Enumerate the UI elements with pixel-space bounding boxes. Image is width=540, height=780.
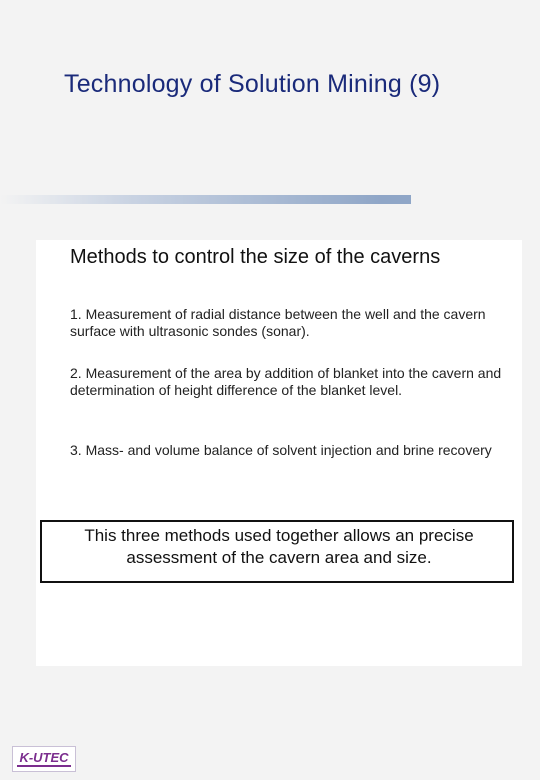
method-item-2: 2. Measurement of the area by addition of blanket into the cavern and determination of height difference of the blanket level. bbox=[70, 365, 502, 398]
k-utec-logo bbox=[12, 746, 76, 772]
method-item-3: 3. Mass- and volume balance of solvent injection and brine recovery bbox=[70, 442, 492, 458]
logo-text: K-UTEC bbox=[19, 750, 69, 765]
method-item-1: 1. Measurement of radial distance between the well and the cavern surface with ultrasonic sondes (sonar). bbox=[70, 306, 486, 339]
section-heading: Methods to control the size of the caverns bbox=[70, 246, 441, 268]
title-underline-gradient bbox=[0, 195, 382, 204]
summary-note-box: This three methods used together allows an precise assessment of the cavern area and size. bbox=[40, 520, 514, 583]
slide-title: Technology of Solution Mining (9) bbox=[64, 70, 441, 98]
content-panel bbox=[36, 240, 522, 666]
logo-underline bbox=[17, 765, 71, 767]
title-underline-accent bbox=[382, 195, 411, 204]
